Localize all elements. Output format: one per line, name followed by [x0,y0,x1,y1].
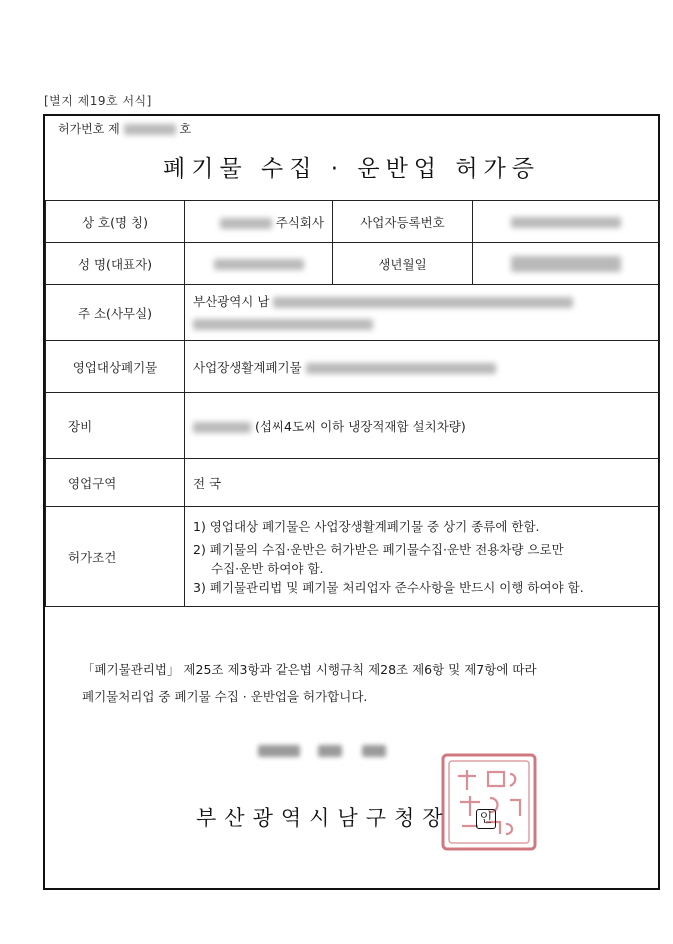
address-row [46,285,660,341]
equipment-label-cell [46,393,185,459]
permit-number-label: 허가번호 제 [58,122,120,136]
redacted-address-line2 [193,319,373,330]
address-prefix: 부산광역시 남 [193,293,270,309]
area-label: 영업구역 [68,475,117,491]
redacted-vehicle-count [193,422,251,433]
company-value [185,201,333,243]
condition-item: 수집·운반 하여야 함. [211,560,324,576]
equipment-row [46,393,660,459]
redacted-date-year [258,745,300,757]
redacted-business-reg-number [511,217,621,228]
redacted-waste-code [306,363,496,374]
condition-item: 3) 폐기물관리법 및 폐기물 처리업자 준수사항을 반드시 이행 하여야 함. [193,579,584,595]
business-reg-label: 사업자등록번호 [333,201,473,243]
representative-row [46,243,660,285]
redacted-birth-date [511,256,621,272]
statement-line2: 폐기물처리업 중 폐기물 수집 · 운반업을 허가합니다. [82,689,368,704]
redacted-date-month [318,745,342,757]
waste-value [185,341,660,393]
certificate-title: 폐기물 수집 · 운반업 허가증 [163,156,540,182]
issuer-name: 부산광역시남구청장 [196,806,451,830]
birth-date-label: 생년월일 [333,243,473,285]
area-value: 전 국 [185,459,660,507]
equipment-value [185,393,660,459]
redacted-permit-number [124,124,176,135]
redacted-date-day [362,745,386,757]
area-row [46,459,660,507]
company-suffix: 주식회사 [275,214,324,230]
condition-item: 2) 폐기물의 수집·운반은 허가받은 폐기물수집·운반 전용차량 으로만 [193,541,564,557]
representative-label: 성 명(대표자) [46,243,185,285]
area-label-cell [46,459,185,507]
conditions-label-cell [46,507,185,607]
permit-details-table [45,200,660,607]
official-seal-stamp [440,752,538,852]
waste-type: 사업장생활계폐기물 [193,359,302,375]
equipment-label: 장비 [68,418,93,434]
address-label: 주 소(사무실) [46,285,185,341]
permit-number-suffix: 호 [179,122,192,136]
redacted-company-name [220,218,272,229]
business-reg-value [473,201,660,243]
statement-line1: 「폐기물관리법」 제25조 제3항과 같은법 시행규칙 제28조 제6항 및 제7항에 따라 [82,662,537,677]
conditions-row [46,507,660,607]
permit-statement [82,656,642,710]
form-number-label: [별지 제19호 서식] [44,94,152,108]
conditions-label: 허가조건 [68,549,117,565]
redacted-address-line1 [273,297,573,308]
equipment-description: (섭씨4도씨 이하 냉장적재함 설치차량) [254,418,466,434]
company-label: 상 호(명 칭) [46,201,185,243]
waste-row [46,341,660,393]
address-value [185,285,660,341]
conditions-value [185,507,660,607]
birth-date-value [473,243,660,285]
waste-label: 영업대상폐기물 [46,341,185,393]
redacted-representative-name [214,259,304,270]
company-row [46,201,660,243]
representative-value [185,243,333,285]
permit-number [58,120,191,137]
seal-mark: 인 [476,809,496,829]
condition-item: 1) 영업대상 폐기물은 사업장생활계폐기물 중 상기 종류에 한함. [193,518,540,534]
conditions-list [193,517,651,597]
